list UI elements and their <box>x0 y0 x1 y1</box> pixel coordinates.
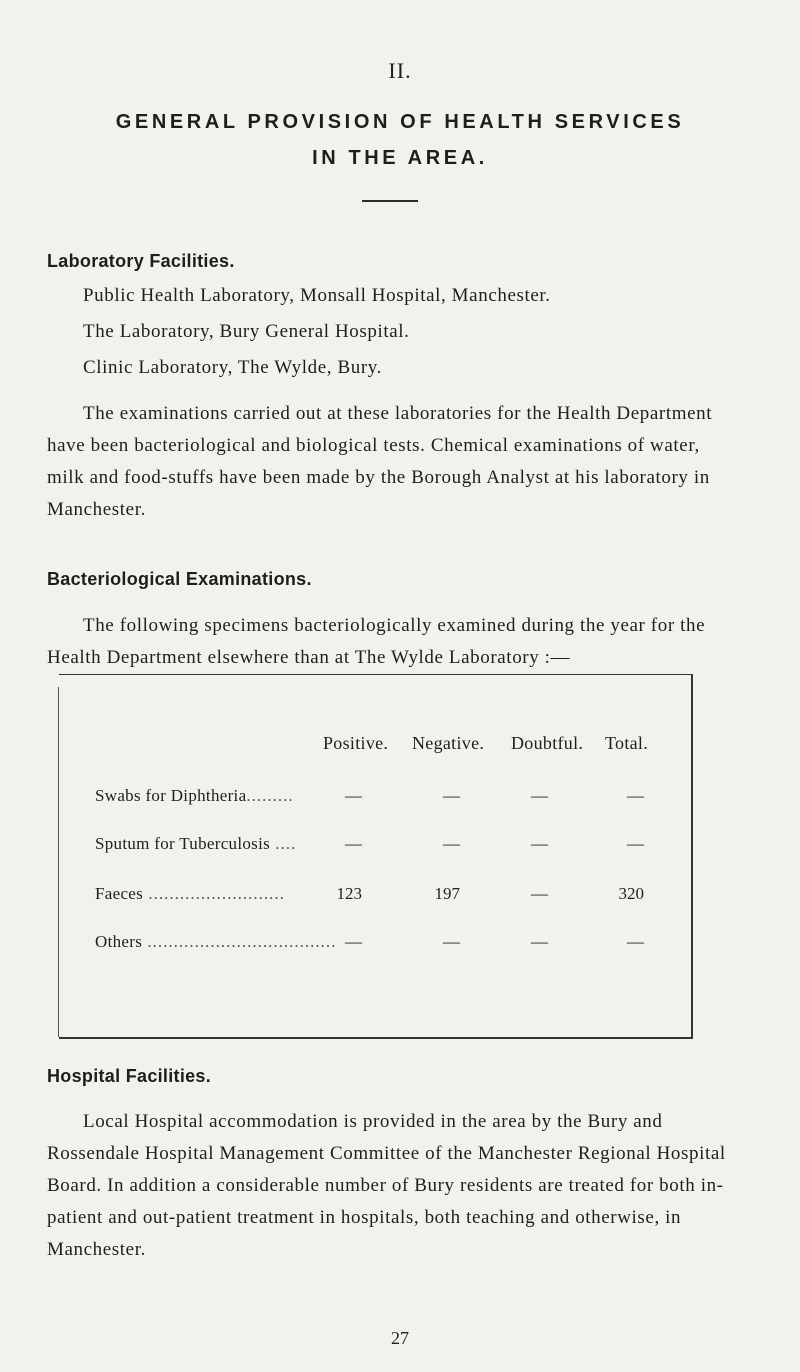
table-row-label: Others .................................... <box>95 932 337 951</box>
column-header-negative: Negative. <box>412 733 485 753</box>
section-number: II. <box>388 58 412 83</box>
lab-item: Clinic Laboratory, The Wylde, Bury. <box>83 357 382 378</box>
table-cell-doubtful: — <box>531 834 548 853</box>
table-row-label: Faeces .......................... <box>95 884 285 903</box>
page-number: 27 <box>391 1328 409 1348</box>
hospital-paragraph: Local Hospital accommodation is provided in the area by the Bury and Rossendale Hospital Management Committee of the Manchester Regional Hospital Board. In addition a considerable number of Bury residents are treated for both in-patient and out-patient treatment in hospitals, both teaching and otherwise, in Manchester. <box>47 1111 726 1260</box>
table-cell-total: 320 <box>618 884 644 903</box>
page-title <box>0 104 800 176</box>
table-cell-doubtful: — <box>531 884 548 903</box>
leader-dots: .................................... <box>142 932 337 951</box>
table-cell-positive: — <box>345 932 362 951</box>
table-cell-total: — <box>627 932 644 951</box>
column-header-total: Total. <box>605 733 649 753</box>
hospital-heading: Hospital Facilities. <box>47 1066 212 1086</box>
table-cell-positive: 123 <box>336 884 362 903</box>
table-cell-doubtful: — <box>531 932 548 951</box>
table-row-label: Sputum for Tuberculosis .... <box>95 834 297 853</box>
leader-dots: .......................... <box>143 884 285 903</box>
laboratory-heading: Laboratory Facilities. <box>47 251 235 271</box>
table-cell-negative: 197 <box>434 884 460 903</box>
examinations-table-frame <box>59 674 693 1039</box>
table-cell-positive: — <box>345 786 362 805</box>
lab-item: The Laboratory, Bury General Hospital. <box>83 321 410 342</box>
bacteriological-paragraph: The following specimens bacteriologically examined during the year for the Health Department elsewhere than at The Wylde Laboratory :— <box>47 615 706 668</box>
title-line-2: IN THE AREA. <box>312 147 488 169</box>
column-header-doubtful: Doubtful. <box>511 733 584 753</box>
lab-item: Public Health Laboratory, Monsall Hospital, Manchester. <box>83 285 551 306</box>
laboratory-paragraph: The examinations carried out at these laboratories for the Health Department have been bacteriological and biological tests. Chemical examinations of water, milk and food-stuffs have been made by the Borough Analyst at his laboratory in Manchester. <box>47 403 713 520</box>
table-cell-negative: — <box>443 834 460 853</box>
bacteriological-heading: Bacteriological Examinations. <box>47 569 312 589</box>
title-divider <box>362 200 418 202</box>
table-cell-negative: — <box>443 932 460 951</box>
leader-dots: .... <box>270 834 297 853</box>
table-cell-negative: — <box>443 786 460 805</box>
column-header-positive: Positive. <box>323 733 389 753</box>
leader-dots: ......... <box>246 786 294 805</box>
table-cell-total: — <box>627 834 644 853</box>
table-row-label: Swabs for Diphtheria......... <box>95 786 294 805</box>
table-cell-total: — <box>627 786 644 805</box>
title-line-1: GENERAL PROVISION OF HEALTH SERVICES <box>115 111 685 133</box>
table-cell-positive: — <box>345 834 362 853</box>
table-cell-doubtful: — <box>531 786 548 805</box>
